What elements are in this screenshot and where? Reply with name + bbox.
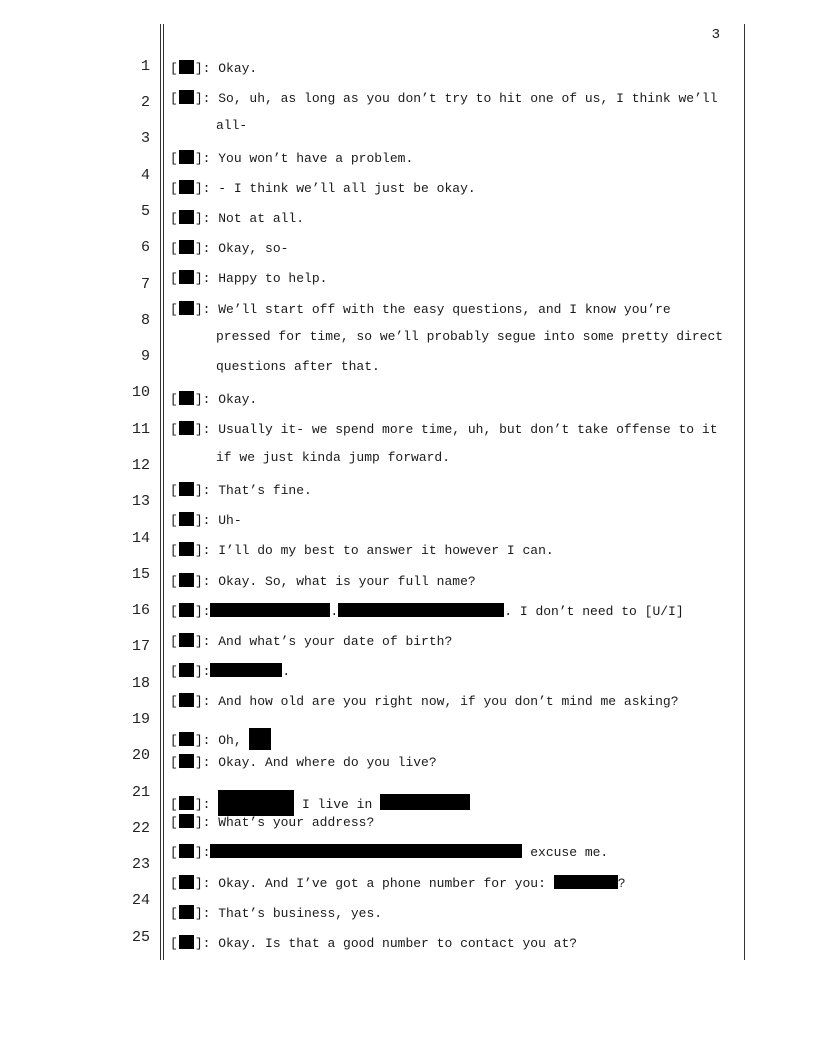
line-number: 22: [131, 820, 150, 837]
utterance-fragment: .: [330, 604, 339, 619]
redacted-speaker: [179, 150, 194, 164]
speaker-separator: ]:: [194, 513, 211, 528]
line-number: 20: [131, 747, 150, 764]
speaker-separator: ]:: [194, 543, 211, 558]
utterance: Oh,: [210, 733, 250, 748]
speaker-separator: ]:: [194, 797, 211, 812]
margin-rule-right: [744, 24, 745, 960]
speaker-separator: ]:: [194, 604, 211, 619]
line-number: 16: [131, 602, 150, 619]
redacted-speaker: [179, 796, 194, 810]
line-number: 23: [131, 856, 150, 873]
redacted-speaker: [179, 693, 194, 707]
speaker-separator: ]:: [194, 755, 211, 770]
transcript-line: [ ]: I live in: [170, 782, 470, 798]
line-number: 24: [131, 892, 150, 909]
speaker-separator: ]:: [194, 392, 211, 407]
redacted-speaker: [179, 663, 194, 677]
transcript-line: [ ]: Oh,: [170, 722, 271, 738]
speaker-separator: ]:: [194, 845, 211, 860]
utterance: And what’s your date of birth?: [210, 634, 453, 649]
line-number: 2: [140, 94, 150, 111]
redacted-speaker: [179, 391, 194, 405]
redaction-block: [210, 663, 282, 677]
speaker-separator: ]:: [194, 211, 211, 226]
utterance: Not at all.: [210, 211, 305, 226]
redacted-speaker: [179, 60, 194, 74]
utterance: What’s your address?: [210, 815, 375, 830]
transcript-line: [ ]: . . I don’t need to [U/I]: [170, 604, 684, 619]
speaker-separator: ]:: [194, 876, 211, 891]
line-number: 18: [131, 675, 150, 692]
redacted-speaker: [179, 875, 194, 889]
utterance: Okay. So, what is your full name?: [210, 574, 476, 589]
transcript-line: [ ]: Okay. And where do you live?: [170, 755, 437, 770]
utterance: And how old are you right now, if you don’t mind me asking?: [210, 694, 679, 709]
speaker-separator: ]:: [194, 181, 211, 196]
speaker-separator: ]:: [194, 151, 211, 166]
speaker-separator: ]:: [194, 91, 211, 106]
line-number: 12: [131, 457, 150, 474]
redacted-speaker: [179, 754, 194, 768]
margin-rule-left: [160, 24, 161, 960]
utterance: Okay, so-: [210, 241, 289, 256]
line-number: 1: [140, 58, 150, 75]
utterance: That’s business, yes.: [210, 906, 383, 921]
redacted-speaker: [179, 732, 194, 746]
utterance: Usually it- we spend more time, uh, but don’t take offense to it: [210, 422, 718, 437]
transcript-line: [ ]: So, uh, as long as you don’t try to hit one of us, I think we’ll: [170, 91, 718, 106]
utterance: I’ll do my best to answer it however I can.: [210, 543, 554, 558]
utterance-fragment: . I don’t need to [U/I]: [504, 604, 684, 619]
redaction-block: [380, 794, 470, 810]
line-number: 8: [140, 312, 150, 329]
utterance: We’ll start off with the easy questions, and I know you’re: [210, 302, 671, 317]
line-number: 4: [140, 167, 150, 184]
line-number: 7: [140, 276, 150, 293]
transcript-line: [ ]: Okay. Is that a good number to contact you at?: [170, 936, 578, 951]
transcript-line: [ ]: Okay.: [170, 392, 258, 407]
utterance-fragment: excuse me.: [522, 845, 609, 860]
line-number: 13: [131, 493, 150, 510]
transcript-line: [ ]: Happy to help.: [170, 271, 328, 286]
utterance: Uh-: [210, 513, 242, 528]
redacted-speaker: [179, 240, 194, 254]
transcript-line: [ ]: .: [170, 664, 291, 679]
transcript-line: [ ]: Not at all.: [170, 211, 305, 226]
speaker-separator: ]:: [194, 271, 211, 286]
line-number: 17: [131, 638, 150, 655]
redacted-speaker: [179, 935, 194, 949]
redaction-block: [210, 844, 522, 858]
utterance: Happy to help.: [210, 271, 328, 286]
redacted-speaker: [179, 573, 194, 587]
transcript-continuation: all-: [216, 118, 248, 133]
transcript-continuation: pressed for time, so we’ll probably segue into some pretty direct: [216, 329, 724, 344]
utterance: So, uh, as long as you don’t try to hit one of us, I think we’ll: [210, 91, 718, 106]
redacted-speaker: [179, 633, 194, 647]
redacted-speaker: [179, 482, 194, 496]
transcript-line: [ ]: What’s your address?: [170, 815, 375, 830]
transcript-line: [ ]: Okay. And I’ve got a phone number for you: ?: [170, 876, 626, 891]
transcript-line: [ ]: Okay. So, what is your full name?: [170, 574, 476, 589]
margin-rule-left-inner: [163, 24, 164, 960]
speaker-separator: ]:: [194, 483, 211, 498]
transcript-line: [ ]: Usually it- we spend more time, uh, but don’t take offense to it: [170, 422, 718, 437]
redacted-speaker: [179, 180, 194, 194]
utterance: Okay. Is that a good number to contact you at?: [210, 936, 578, 951]
speaker-separator: ]:: [194, 61, 211, 76]
utterance-fragment: .: [282, 664, 291, 679]
speaker-separator: ]:: [194, 241, 211, 256]
utterance-fragment: ?: [617, 876, 626, 891]
transcript-line: [ ]: You won’t have a problem.: [170, 151, 414, 166]
page-number: 3: [711, 27, 720, 43]
redacted-speaker: [179, 270, 194, 284]
redaction-block: [338, 603, 504, 617]
transcript-line: [ ]: Okay, so-: [170, 241, 289, 256]
transcript-line: [ ]: Uh-: [170, 513, 242, 528]
line-number: 5: [140, 203, 150, 220]
line-number: 21: [131, 784, 150, 801]
redacted-speaker: [179, 421, 194, 435]
line-number: 9: [140, 348, 150, 365]
transcript-line: [ ]: We’ll start off with the easy questions, and I know you’re: [170, 302, 671, 317]
speaker-separator: ]:: [194, 664, 211, 679]
line-number: 25: [131, 929, 150, 946]
redaction-block: [210, 603, 330, 617]
utterance: Okay. And where do you live?: [210, 755, 437, 770]
line-number: 10: [131, 384, 150, 401]
line-number: 14: [131, 530, 150, 547]
redaction-block: [249, 728, 271, 750]
redaction-block: [554, 875, 618, 889]
line-number: 11: [131, 421, 150, 438]
utterance: Okay.: [210, 61, 258, 76]
redacted-speaker: [179, 542, 194, 556]
redacted-speaker: [179, 603, 194, 617]
speaker-separator: ]:: [194, 634, 211, 649]
transcript-line: [ ]: Okay.: [170, 61, 258, 76]
transcript-line: [ ]: And how old are you right now, if you don’t mind me asking?: [170, 694, 679, 709]
speaker-separator: ]:: [194, 815, 211, 830]
speaker-separator: ]:: [194, 936, 211, 951]
line-number: 3: [140, 130, 150, 147]
transcript-line: [ ]: - I think we’ll all just be okay.: [170, 181, 476, 196]
transcript-line: [ ]: That’s business, yes.: [170, 906, 383, 921]
speaker-separator: ]:: [194, 574, 211, 589]
transcript-line: [ ]: That’s fine.: [170, 483, 312, 498]
redacted-speaker: [179, 512, 194, 526]
utterance-fragment: I live in: [294, 797, 381, 812]
utterance: Okay. And I’ve got a phone number for you:: [210, 876, 554, 891]
transcript-line: [ ]: excuse me.: [170, 845, 609, 860]
speaker-separator: ]:: [194, 302, 211, 317]
utterance: You won’t have a problem.: [210, 151, 414, 166]
utterance: Okay.: [210, 392, 258, 407]
redacted-speaker: [179, 210, 194, 224]
transcript-continuation: if we just kinda jump forward.: [216, 450, 451, 465]
line-number: 19: [131, 711, 150, 728]
line-number: 6: [140, 239, 150, 256]
line-number: 15: [131, 566, 150, 583]
transcript-continuation: questions after that.: [216, 359, 380, 374]
redacted-speaker: [179, 301, 194, 315]
redacted-speaker: [179, 905, 194, 919]
speaker-separator: ]:: [194, 733, 211, 748]
speaker-separator: ]:: [194, 694, 211, 709]
speaker-separator: ]:: [194, 906, 211, 921]
speaker-separator: ]:: [194, 422, 211, 437]
redacted-speaker: [179, 814, 194, 828]
redacted-speaker: [179, 90, 194, 104]
utterance: That’s fine.: [210, 483, 312, 498]
transcript-line: [ ]: And what’s your date of birth?: [170, 634, 453, 649]
redacted-speaker: [179, 844, 194, 858]
transcript-line: [ ]: I’ll do my best to answer it however I can.: [170, 543, 554, 558]
utterance: - I think we’ll all just be okay.: [210, 181, 476, 196]
